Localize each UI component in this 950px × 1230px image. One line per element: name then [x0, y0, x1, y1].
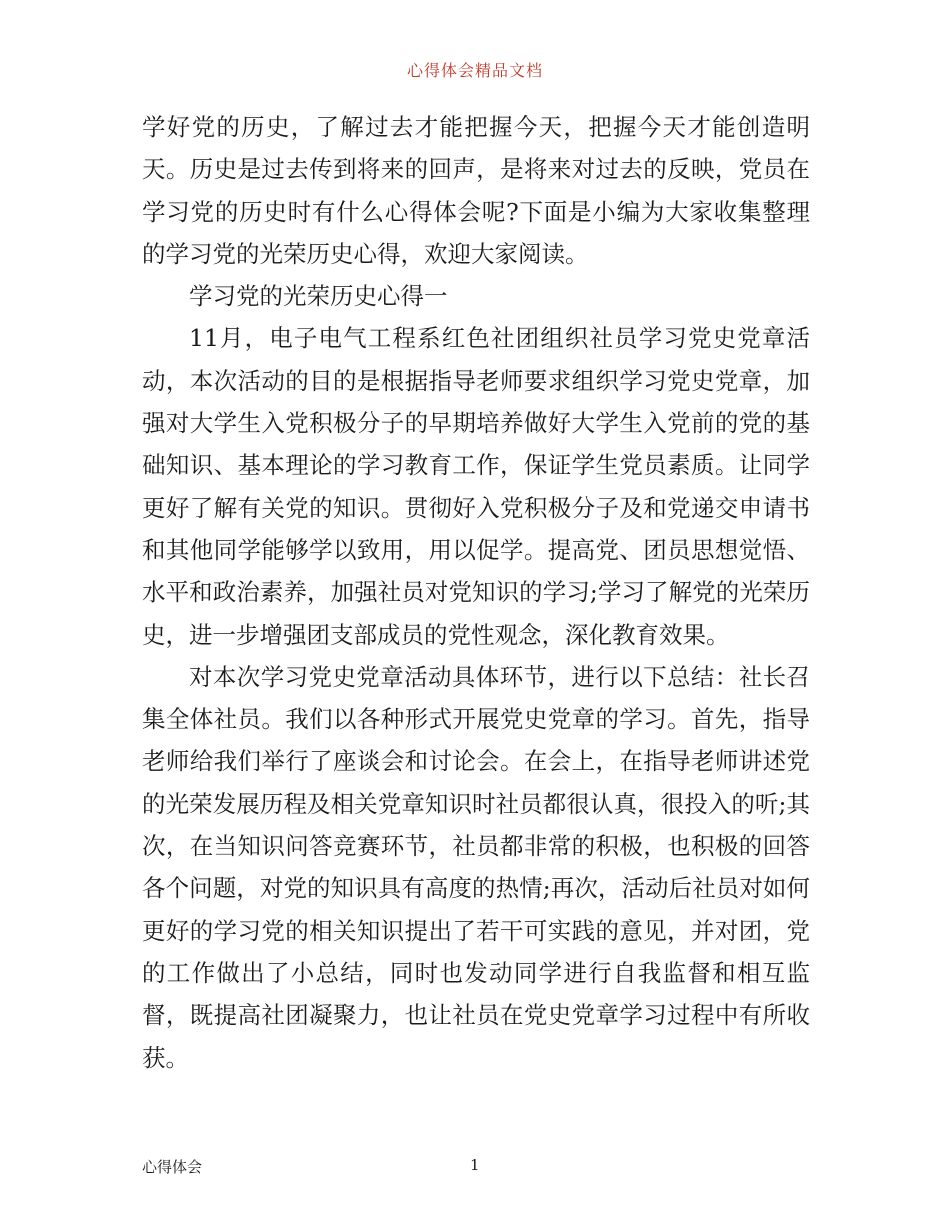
body-paragraph: 对本次学习党史党章活动具体环节，进行以下总结：社长召集全体社员。我们以各种形式开展党史党章的学习。首先，指导老师给我们举行了座谈会和讨论会。在会上，在指导老师讲述党的光荣发展历程及相关党章知识时社员都很认真，很投入的听;其次，在当知识问答竞赛环节，社员都非常的积极，也积极的回答各个问题，对党的知识具有高度的热情;再次，活动后社员对如何更好的学习党的相关知识提出了若干可实践的意见，并对团，党的工作做出了小总结，同时也发动同学进行自我监督和相互监督，既提高社团凝聚力，也让社员在党史党章学习过程中有所收获。	[142, 662, 810, 1072]
page-header-title: 心得体会精品文档	[406, 61, 543, 80]
body-paragraph: 11月，电子电气工程系红色社团组织社员学习党史党章活动，本次活动的目的是根据指导老师要求组织学习党史党章，加强对大学生入党积极分子的早期培养做好大学生入党前的党的基础知识、基本理论的学习教育工作，保证学生党员素质。让同学更好了解有关党的知识。贯彻好入党积极分子及和党递交申请书和其他同学能够学以致用，用以促学。提高党、团员思想觉悟、水平和政治素养，加强社员对党知识的学习;学习了解党的光荣历史，进一步增强团支部成员的党性观念，深化教育效果。	[142, 324, 810, 649]
page-footer-label: 心得体会	[142, 1158, 203, 1176]
document-body	[142, 106, 810, 1079]
intro-paragraph: 学好党的历史，了解过去才能把握今天，把握今天才能创造明天。历史是过去传到将来的回声，是将来对过去的反映，党员在学习党的历史时有什么心得体会呢?下面是小编为大家收集整理的学习党的光荣历史心得，欢迎大家阅读。	[142, 113, 810, 268]
section-heading: 学习党的光荣历史心得一	[189, 282, 448, 311]
page-number: 1	[470, 1156, 480, 1174]
